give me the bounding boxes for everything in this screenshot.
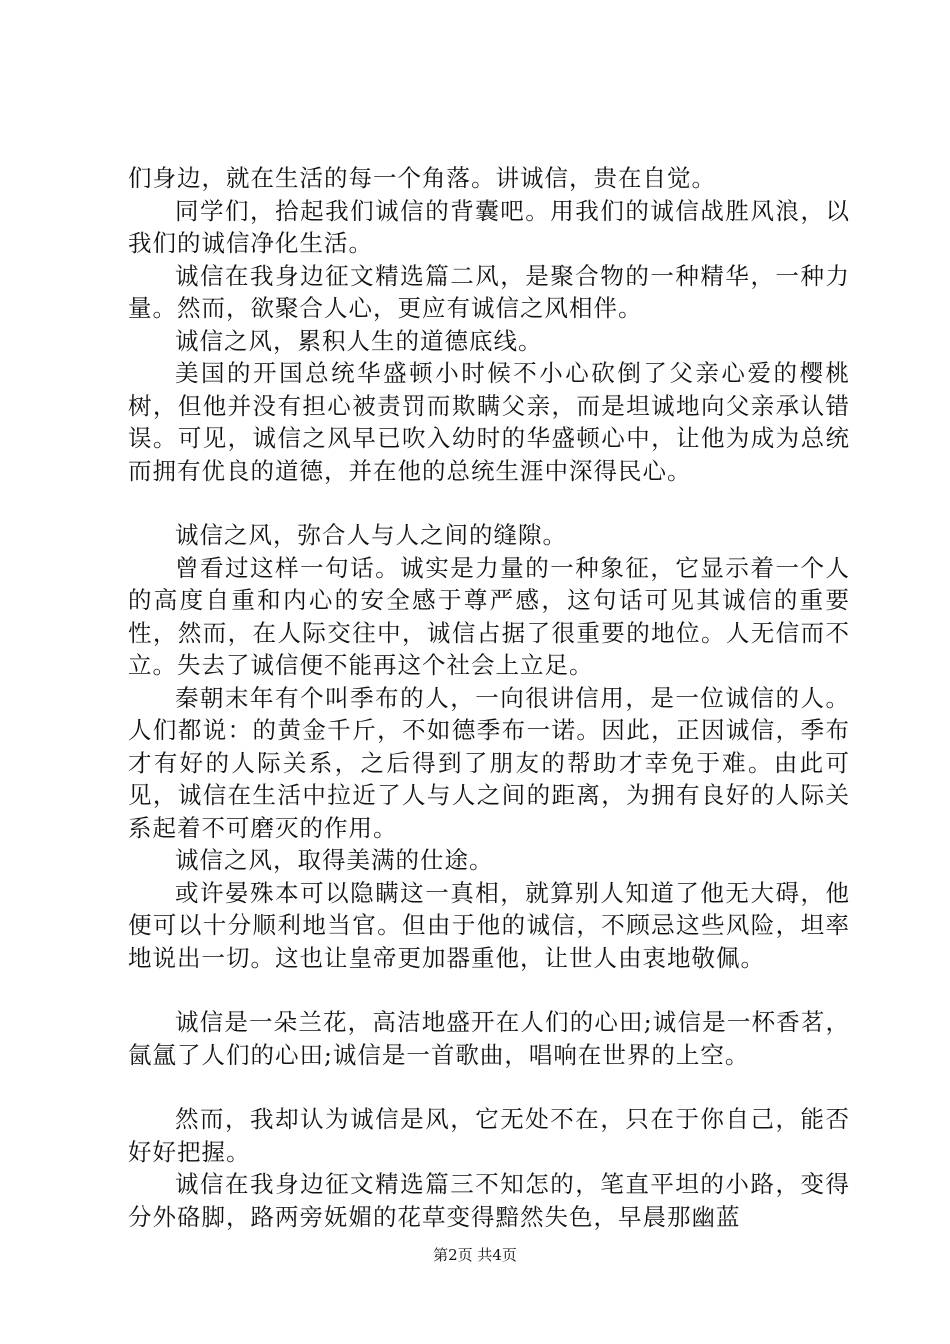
paragraph: 诚信之风，累积人生的道德底线。 [175, 326, 543, 355]
paragraph: 诚信在我身边征文精选篇二风，是聚合物的一种精华，一种力量。然而，欲聚合人心，更应有诚信之风相伴。 [128, 261, 850, 322]
paragraph: 美国的开国总统华盛顿小时候不小心砍倒了父亲心爱的樱桃树，但他并没有担心被责罚而欺瞒父亲，而是坦诚地向父亲承认错误。可见，诚信之风早已吹入幼时的华盛顿心中，让他为成为总统而拥有优良的道德，并在他的总统生涯中深得民心。 [128, 359, 850, 485]
paragraph: 秦朝末年有个叫季布的人，一向很讲信用，是一位诚信的人。人们都说：的黄金千斤，不如德季布一诺。因此，正因诚信，季布才有好的人际关系，之后得到了朋友的帮助才幸免于难。由此可见，诚信在生活中拉近了人与人之间的距离，为拥有良好的人际关系起着不可磨灭的作用。 [128, 683, 850, 842]
paragraph: 诚信是一朵兰花，高洁地盛开在人们的心田;诚信是一杯香茗，氤氲了人们的心田;诚信是一首歌曲，唱响在世界的上空。 [128, 1008, 850, 1069]
paragraph: 曾看过这样一句话。诚实是力量的一种象征，它显示着一个人的高度自重和内心的安全感于尊严感，这句话可见其诚信的重要性，然而，在人际交往中，诚信占据了很重要的地位。人无信而不立。失去了诚信便不能再这个社会上立足。 [128, 553, 850, 679]
paragraph: 然而，我却认为诚信是风，它无处不在，只在于你自己，能否好好把握。 [128, 1105, 850, 1166]
page-number-footer: 第2页 共4页 [433, 1246, 517, 1264]
paragraph: 诚信之风，弥合人与人之间的缝隙。 [175, 521, 567, 549]
paragraph: 诚信之风，取得美满的仕途。 [175, 846, 494, 874]
paragraph: 诚信在我身边征文精选篇三不知怎的，笔直平坦的小路，变得分外硌脚，路两旁妩媚的花草变得黯然失色，早晨那幽蓝 [128, 1170, 850, 1231]
paragraph-spacer [128, 1071, 850, 1103]
paragraph-spacer [128, 974, 850, 1006]
document-body [128, 162, 850, 1233]
paragraph: 或许晏殊本可以隐瞒这一真相，就算别人知道了他无大碍，他便可以十分顺利地当官。但由于他的诚信，不顾忌这些风险，坦率地说出一切。这也让皇帝更加器重他，让世人由衷地敬佩。 [128, 878, 850, 972]
paragraph: 同学们，拾起我们诚信的背囊吧。用我们的诚信战胜风浪，以我们的诚信净化生活。 [128, 196, 850, 257]
paragraph-spacer [128, 487, 850, 519]
paragraph: 们身边，就在生活的每一个角落。讲诚信，贵在自觉。 [128, 164, 716, 192]
